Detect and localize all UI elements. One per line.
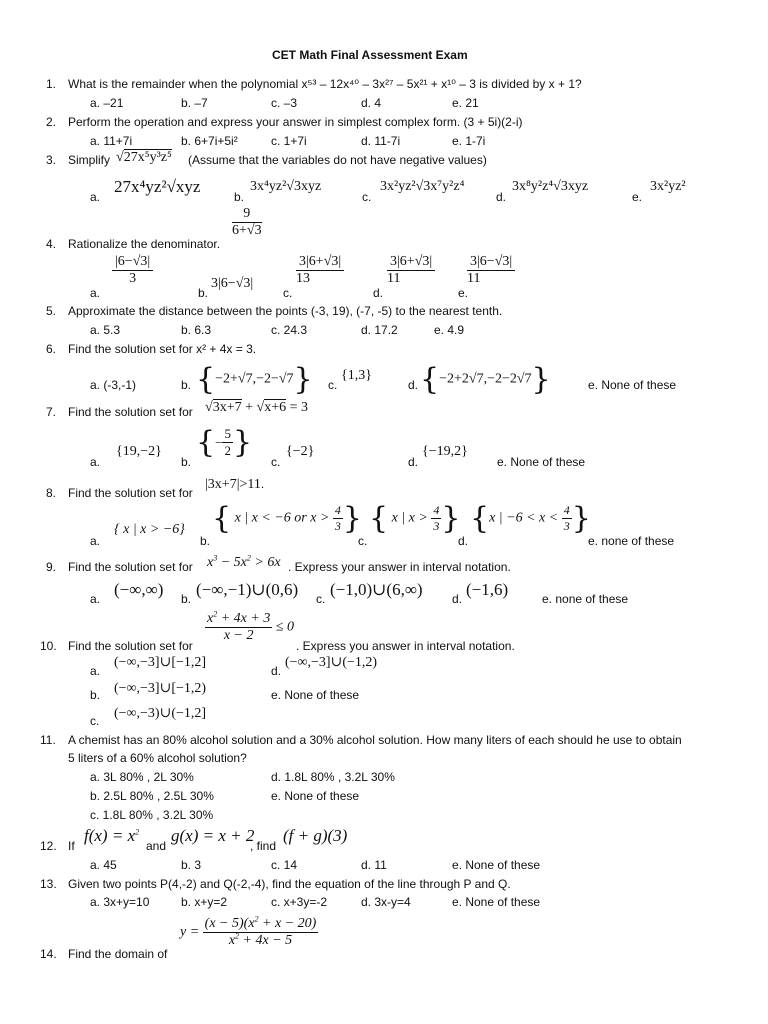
q13-option-d: d. 3x-y=4: [361, 895, 411, 909]
q8-option-a-label: a.: [90, 534, 101, 548]
q8-stem: Find the solution set for: [68, 486, 193, 500]
q12-option-c: c. 14: [271, 858, 298, 872]
q11-number: 11.: [40, 733, 56, 747]
q9-number: 9.: [46, 560, 57, 574]
q3-option-d: 3x⁸y²z⁴√3xyz: [512, 179, 589, 194]
q4-option-d: 3|6+√3| 11: [387, 254, 435, 287]
q4-option-c-label: c.: [283, 286, 293, 300]
q3-option-c: 3x²yz²√3x⁷y²z⁴: [380, 179, 465, 194]
q12-and: and: [146, 839, 167, 853]
q8-number: 8.: [46, 486, 57, 500]
q7-option-a-label: a.: [90, 455, 101, 469]
q4-number: 4.: [46, 237, 57, 251]
q10-option-b-label: b.: [90, 688, 101, 702]
q5-option-e: e. 4.9: [434, 323, 465, 337]
q1-stem: What is the remainder when the polynomial x⁵³ – 12x⁴⁰ – 3x²⁷ – 5x²¹ + x¹⁰ – 3 is divided by x + 1?: [68, 77, 582, 91]
q4-option-a: |6−√3| 3: [112, 254, 153, 287]
q2-option-e: e. 1-7i: [452, 134, 486, 148]
q4-option-d-label: d.: [373, 286, 384, 300]
q11-option-e: e. None of these: [271, 789, 360, 803]
q3-option-e-label: e.: [632, 190, 643, 204]
q4-option-a-label: a.: [90, 286, 101, 300]
q14-function: y = $\frac{(x - 5)(x^2 + x - 20)}{x^2 + 4x - 5}$: [180, 914, 317, 948]
q12-option-a: a. 45: [90, 858, 117, 872]
q3-radical: √27x⁵y³z⁵: [116, 150, 172, 165]
q7-option-e: e. None of these: [497, 455, 586, 469]
q13-option-e: e. None of these: [452, 895, 541, 909]
q2-option-a: a. 11+7i: [90, 134, 133, 148]
q12-expression: (f + g)(3): [283, 826, 348, 845]
q1-option-d: d. 4: [361, 96, 382, 110]
q7-option-a: {19,−2}: [116, 444, 162, 459]
q7-option-c-label: c.: [271, 455, 281, 469]
q1-option-c: c. –3: [271, 96, 298, 110]
q10-option-a-label: a.: [90, 664, 101, 678]
q8-option-e: e. none of these: [588, 534, 675, 548]
q12-option-d: d. 11: [361, 858, 387, 872]
q4-option-e: 3|6−√3| 11: [467, 254, 515, 287]
q2-option-b: b. 6+7i+5i²: [181, 134, 238, 148]
q14-stem: Find the domain of: [68, 947, 168, 961]
q1-option-b: b. –7: [181, 96, 208, 110]
q6-number: 6.: [46, 342, 57, 356]
q13-option-b: b. x+y=2: [181, 895, 228, 909]
q8-option-d: {x | −6 < x < $\frac{4}{3}$ }: [470, 501, 591, 536]
q3-option-a-label: a.: [90, 190, 101, 204]
q5-stem: Approximate the distance between the points (-3, 19), (-7, -5) to the nearest tenth.: [68, 304, 503, 318]
q13-stem: Given two points P(4,-2) and Q(-2,-4), find the equation of the line through P and Q.: [68, 877, 511, 891]
q12-option-b: b. 3: [181, 858, 202, 872]
q7-option-d: {−19,2}: [422, 444, 468, 459]
q9-option-c-label: c.: [316, 592, 326, 606]
q12-find: , find: [250, 839, 277, 853]
q3-option-b: 3x⁴yz²√3xyz: [250, 179, 322, 194]
q4-fraction-denominator: 6+√3: [232, 223, 262, 238]
q5-option-b: b. 6.3: [181, 323, 212, 337]
q14-number: 14.: [40, 947, 57, 961]
q10-stem-end: . Express you answer in interval notation.: [296, 639, 515, 653]
q3-option-c-label: c.: [362, 190, 372, 204]
q4-option-c: 3|6+√3| 13: [296, 254, 344, 287]
q3-option-e: 3x²yz²: [650, 179, 686, 194]
q9-option-a: (−∞,∞): [114, 580, 164, 599]
q10-option-c: (−∞,−3)∪(−1,2]: [114, 706, 207, 721]
q4-option-e-label: e.: [458, 286, 469, 300]
q9-option-b: (−∞,−1)∪(0,6): [196, 580, 299, 599]
q10-option-d: (−∞,−3]∪(−1,2): [285, 655, 378, 670]
q12-if: If: [68, 839, 75, 853]
q3-option-a: 27x⁴yz²√xyz: [114, 177, 201, 196]
q12-f-definition: $f(x) = x^2$: [84, 826, 140, 845]
q11-stem-line2: 5 liters of a 60% alcohol solution?: [68, 751, 247, 765]
q2-option-c: c. 1+7i: [271, 134, 307, 148]
q7-option-c: {−2}: [286, 444, 315, 459]
q4-option-b: 3|6−√3|: [211, 276, 254, 291]
q7-stem: Find the solution set for: [68, 405, 193, 419]
q9-option-d-label: d.: [452, 592, 463, 606]
q9-option-b-label: b.: [181, 592, 192, 606]
q3-option-d-label: d.: [496, 190, 507, 204]
q6-option-d-label: d.: [408, 378, 419, 392]
q8-option-b: { x | x < −6 or x > $\frac{4}{3}$ }: [212, 501, 362, 536]
q6-option-c: {1,3}: [341, 368, 372, 383]
q7-option-b-label: b.: [181, 455, 192, 469]
q12-option-e: e. None of these: [452, 858, 541, 872]
q5-option-a: a. 5.3: [90, 323, 121, 337]
q6-option-b: {−2+√7,−2−√7}: [196, 362, 313, 397]
q6-option-c-label: c.: [328, 378, 338, 392]
q11-option-c: c. 1.8L 80% , 3.2L 30%: [90, 808, 214, 822]
q2-number: 2.: [46, 115, 57, 129]
q8-option-d-label: d.: [458, 534, 469, 548]
q4-fraction-numerator: 9: [232, 206, 262, 223]
q10-stem: Find the solution set for: [68, 639, 193, 653]
q9-option-a-label: a.: [90, 592, 101, 606]
q8-option-b-label: b.: [200, 534, 211, 548]
q6-option-b-label: b.: [181, 378, 192, 392]
q11-option-d: d. 1.8L 80% , 3.2L 30%: [271, 770, 395, 784]
exam-title: CET Math Final Assessment Exam: [272, 48, 468, 62]
q10-option-d-label: d.: [271, 664, 282, 678]
q10-option-c-label: c.: [90, 714, 100, 728]
q7-number: 7.: [46, 405, 57, 419]
q13-option-c: c. x+3y=-2: [271, 895, 328, 909]
q7-option-b: {− $\frac{5}{2}$ }: [196, 425, 253, 460]
q10-number: 10.: [40, 639, 57, 653]
q2-option-d: d. 11-7i: [361, 134, 401, 148]
q8-option-c: { x | x > $\frac{4}{3}$ }: [369, 501, 461, 536]
q9-option-c: (−1,0)∪(6,∞): [330, 580, 423, 599]
q12-number: 12.: [40, 839, 57, 853]
q10-option-a: (−∞,−3]∪[−1,2]: [114, 655, 207, 670]
q11-stem-line1: A chemist has an 80% alcohol solution and a 30% alcohol solution. How many liters of each should he use to obtain: [68, 733, 682, 747]
q6-option-a: a. (-3,-1): [90, 378, 137, 392]
q11-option-b: b. 2.5L 80% , 2.5L 30%: [90, 789, 214, 803]
q9-stem-end: . Express your answer in interval notation.: [288, 560, 511, 574]
q10-inequality: $\frac{x^2 + 4x + 3}{x - 2}$ ≤ 0: [207, 609, 295, 643]
q3-radicand: 27x⁵y³z⁵: [123, 150, 172, 165]
q8-option-a: { x | x > −6}: [114, 522, 185, 537]
q3-stem: Simplify: [68, 153, 111, 167]
q12-g-definition: g(x) = x + 2: [171, 826, 255, 845]
q3-note: (Assume that the variables do not have negative values): [188, 153, 487, 167]
q9-option-e: e. none of these: [542, 592, 629, 606]
q10-option-b: (−∞,−3]∪[−1,2): [114, 681, 207, 696]
q1-number: 1.: [46, 77, 57, 91]
q3-number: 3.: [46, 153, 57, 167]
q6-option-d: {−2+2√7,−2−2√7}: [420, 362, 551, 397]
q8-option-c-label: c.: [358, 534, 368, 548]
q4-stem: Rationalize the denominator.: [68, 237, 221, 251]
q1-option-a: a. –21: [90, 96, 124, 110]
q6-stem: Find the solution set for x² + 4x = 3.: [68, 342, 257, 356]
q1-option-e: e. 21: [452, 96, 479, 110]
q7-equation: √3x+7 + √x+6 = 3: [205, 400, 308, 415]
q11-option-a: a. 3L 80% , 2L 30%: [90, 770, 194, 784]
q4-option-b-label: b.: [198, 286, 209, 300]
q9-inequality: $x^3 - 5x^2 > 6x$: [207, 553, 281, 570]
q5-option-c: c. 24.3: [271, 323, 308, 337]
q7-option-d-label: d.: [408, 455, 419, 469]
q3-option-b-label: b.: [234, 190, 245, 204]
q9-stem: Find the solution set for: [68, 560, 193, 574]
q5-number: 5.: [46, 304, 57, 318]
q13-number: 13.: [40, 877, 57, 891]
q4-fraction: [232, 206, 262, 239]
q2-stem: Perform the operation and express your answer in simplest complex form. (3 + 5i)(2-i): [68, 115, 523, 129]
q10-option-e: e. None of these: [271, 688, 360, 702]
q9-option-d: (−1,6): [466, 580, 509, 599]
q5-option-d: d. 17.2: [361, 323, 398, 337]
q8-inequality: |3x+7|>11.: [205, 477, 265, 492]
q13-option-a: a. 3x+y=10: [90, 895, 150, 909]
q6-option-e: e. None of these: [588, 378, 677, 392]
